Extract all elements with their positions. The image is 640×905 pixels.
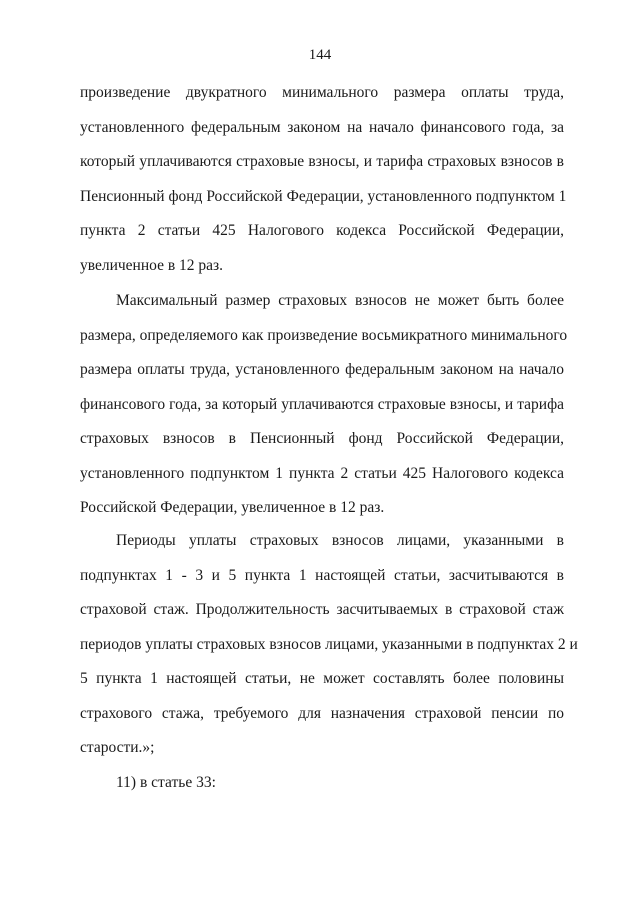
paragraph-3	[80, 524, 578, 766]
paragraph-line: увеличенное в 12 раз.	[80, 256, 224, 274]
paragraph-line: Пенсионный фонд Российской Федерации, установленного подпунктом 1	[80, 187, 567, 205]
page-number: 144	[308, 47, 332, 63]
paragraph-line: финансового года, за который уплачиваются страховые взносы, и тарифа	[80, 395, 564, 413]
paragraph-line: размера, определяемого как произведение восьмикратного минимального	[80, 326, 568, 344]
paragraph-2	[80, 284, 568, 526]
paragraph-4	[80, 766, 564, 801]
paragraph-line: периодов уплаты страховых взносов лицами, указанными в подпунктах 2 и	[80, 635, 578, 653]
paragraph-line: Российской Федерации, увеличенное в 12 раз.	[80, 499, 385, 516]
paragraph-line: подпунктах 1 - 3 и 5 пункта 1 настоящей статьи, засчитываются в	[80, 566, 564, 584]
paragraph-line: пункта 2 статьи 425 Налогового кодекса Российской Федерации,	[80, 222, 564, 239]
paragraph-line: 11) в статье 33:	[116, 774, 216, 791]
paragraph-line: установленного федеральным законом на начало финансового года, за	[80, 118, 564, 136]
paragraph-line: произведение двукратного минимального размера оплаты труда,	[80, 84, 564, 101]
paragraph-line: который уплачиваются страховые взносы, и тарифа страховых взносов в	[80, 153, 564, 170]
paragraph-line: страховых взносов в Пенсионный фонд Российской Федерации,	[80, 430, 564, 447]
paragraph-line: страхового стажа, требуемого для назначения страховой пенсии по	[80, 704, 564, 722]
paragraph-line: Максимальный размер страховых взносов не может быть более	[116, 292, 564, 309]
paragraph-line: страховой стаж. Продолжительность засчитываемых в страховой стаж	[80, 601, 564, 618]
paragraph-line: Периоды уплаты страховых взносов лицами, указанными в	[116, 532, 564, 549]
paragraph-line: 5 пункта 1 настоящей статьи, не может составлять более половины	[80, 670, 564, 687]
paragraph-1	[80, 76, 567, 283]
paragraph-line: размера оплаты труда, установленного федеральным законом на начало	[80, 361, 564, 378]
paragraph-line: установленного подпунктом 1 пункта 2 статьи 425 Налогового кодекса	[80, 464, 564, 482]
paragraph-line: старости.»;	[80, 739, 155, 756]
